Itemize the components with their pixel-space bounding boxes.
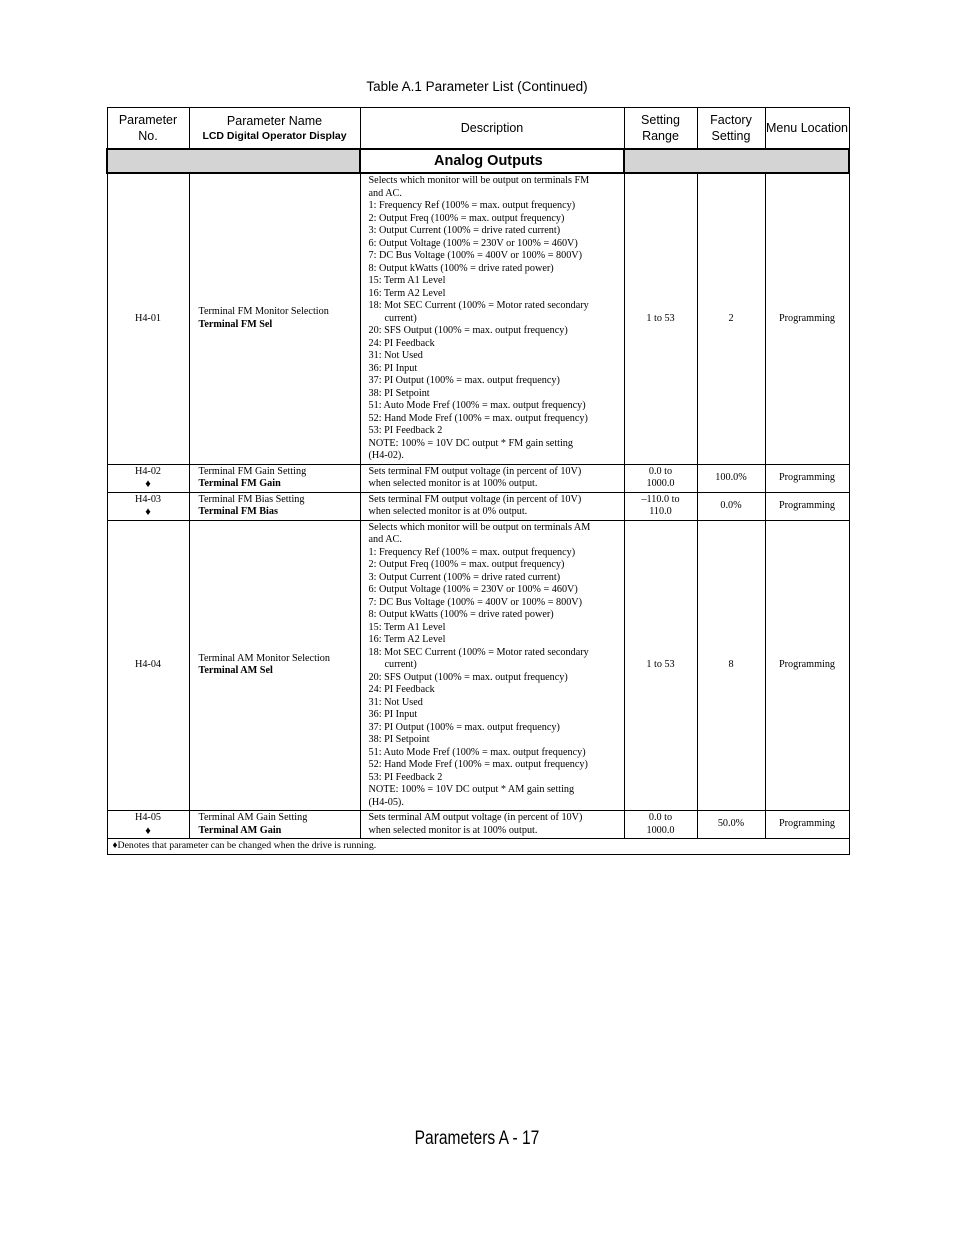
factory-setting: 8 bbox=[728, 659, 734, 670]
running-change-mark: ♦ bbox=[145, 478, 151, 491]
param-description-cell bbox=[360, 464, 624, 492]
running-change-mark: ♦ bbox=[145, 506, 151, 519]
param-name: Terminal AM Gain Setting bbox=[198, 812, 308, 823]
description-line: 36: PI Input bbox=[368, 362, 418, 374]
section-title: Analog Outputs bbox=[360, 149, 624, 173]
menu-location: Programming bbox=[778, 499, 836, 511]
description-line: 31: Not Used bbox=[368, 350, 423, 361]
description-line: when selected monitor is at 100% output. bbox=[368, 824, 538, 836]
param-name-cell bbox=[189, 492, 360, 520]
description-line: 15: Term A1 Level bbox=[368, 621, 446, 633]
header-factory-setting bbox=[697, 108, 765, 150]
running-change-mark: ♦ bbox=[145, 824, 151, 837]
setting-range-cell bbox=[624, 520, 697, 811]
factory-setting-cell bbox=[697, 173, 765, 464]
param-no-cell bbox=[107, 492, 189, 520]
description-line: 37: PI Output (100% = max. output frequency) bbox=[368, 375, 560, 386]
description-line: 6: Output Voltage (100% = 230V or 100% = 460V) bbox=[368, 237, 578, 249]
setting-range-cell bbox=[624, 464, 697, 492]
menu-location-cell bbox=[765, 173, 849, 464]
menu-location: Programming bbox=[778, 818, 836, 830]
parameter-table bbox=[106, 107, 850, 855]
factory-setting-cell bbox=[697, 520, 765, 811]
setting-range-cell bbox=[624, 811, 697, 839]
header-factory-setting-label: Factory Setting bbox=[710, 113, 752, 143]
param-no-cell bbox=[107, 520, 189, 811]
setting-range: 0.0 to 1000.0 bbox=[646, 812, 675, 836]
description-line: and AC. bbox=[368, 534, 402, 545]
description-line: 3: Output Current (100% = drive rated current) bbox=[368, 571, 561, 583]
section-row bbox=[107, 149, 849, 173]
param-display-name: Terminal AM Sel bbox=[198, 665, 273, 677]
description-line: Sets terminal FM output voltage (in percent of 10V) bbox=[368, 493, 582, 505]
description-line: 18: Mot SEC Current (100% = Motor rated secondary bbox=[368, 646, 589, 658]
param-no: H4-04 bbox=[134, 659, 162, 670]
description-line: 31: Not Used bbox=[368, 696, 423, 708]
param-no: H4-02 bbox=[134, 465, 162, 477]
param-name: Terminal FM Monitor Selection bbox=[198, 306, 329, 318]
description-line: current) bbox=[384, 312, 417, 324]
menu-location-cell bbox=[765, 520, 849, 811]
header-setting-range bbox=[624, 108, 697, 150]
table-row bbox=[107, 811, 849, 839]
param-display-name: Terminal FM Sel bbox=[198, 318, 273, 330]
table-row bbox=[107, 520, 849, 811]
description-line: Sets terminal AM output voltage (in percent of 10V) bbox=[368, 812, 583, 823]
page-number: Parameters A - 17 bbox=[414, 1128, 540, 1149]
header-param-no-label: Parameter No. bbox=[118, 113, 178, 143]
description-line: 7: DC Bus Voltage (100% = 400V or 100% = 800V) bbox=[368, 250, 583, 261]
param-no: H4-03 bbox=[134, 493, 162, 505]
menu-location-cell bbox=[765, 811, 849, 839]
table-caption: Table A.1 Parameter List (Continued) bbox=[366, 79, 588, 94]
header-menu-location-label: Menu Location bbox=[765, 121, 848, 135]
header-param-name-label: Parameter Name bbox=[226, 114, 323, 128]
param-no-cell bbox=[107, 173, 189, 464]
param-name-cell bbox=[189, 173, 360, 464]
header-param-name bbox=[189, 108, 360, 150]
menu-location-cell bbox=[765, 464, 849, 492]
setting-range: –110.0 to 110.0 bbox=[641, 493, 680, 517]
description-line: 20: SFS Output (100% = max. output frequency) bbox=[368, 671, 568, 683]
description-line: 38: PI Setpoint bbox=[368, 387, 430, 399]
param-display-name: Terminal FM Gain bbox=[198, 478, 281, 489]
description-line: 18: Mot SEC Current (100% = Motor rated secondary bbox=[368, 300, 589, 311]
description-line: 37: PI Output (100% = max. output frequency) bbox=[368, 721, 560, 733]
param-description-cell bbox=[360, 811, 624, 839]
footnote: ♦Denotes that parameter can be changed when the drive is running. bbox=[107, 839, 849, 855]
param-description-cell bbox=[360, 520, 624, 811]
description-line: 8: Output kWatts (100% = drive rated power) bbox=[368, 262, 554, 274]
param-name-cell bbox=[189, 520, 360, 811]
description-line: 7: DC Bus Voltage (100% = 400V or 100% = 800V) bbox=[368, 596, 583, 608]
header-param-no bbox=[107, 108, 189, 150]
description-line: 51: Auto Mode Fref (100% = max. output frequency) bbox=[368, 400, 586, 411]
footnote-row bbox=[107, 839, 849, 855]
param-no: H4-05 bbox=[134, 812, 162, 824]
setting-range: 0.0 to 1000.0 bbox=[646, 465, 675, 489]
factory-setting: 2 bbox=[728, 312, 734, 324]
menu-location: Programming bbox=[778, 312, 836, 324]
param-no-cell bbox=[107, 464, 189, 492]
param-name-cell bbox=[189, 811, 360, 839]
description-line: 1: Frequency Ref (100% = max. output frequency) bbox=[368, 546, 576, 558]
description-line: and AC. bbox=[368, 187, 402, 199]
section-shade-left bbox=[107, 149, 360, 173]
description-line: (H4-02). bbox=[368, 450, 404, 461]
description-line: (H4-05). bbox=[368, 796, 404, 808]
description-line: when selected monitor is at 0% output. bbox=[368, 506, 528, 517]
description-line: 1: Frequency Ref (100% = max. output frequency) bbox=[368, 200, 576, 211]
factory-setting: 50.0% bbox=[717, 818, 745, 830]
description-line: NOTE: 100% = 10V DC output * AM gain setting bbox=[368, 784, 575, 795]
description-line: Sets terminal FM output voltage (in percent of 10V) bbox=[368, 465, 582, 477]
table-row bbox=[107, 492, 849, 520]
table-body bbox=[107, 149, 849, 839]
description-line: NOTE: 100% = 10V DC output * FM gain setting bbox=[368, 437, 573, 449]
header-param-name-sub: LCD Digital Operator Display bbox=[202, 130, 347, 142]
description-line: 38: PI Setpoint bbox=[368, 734, 430, 745]
table-row bbox=[107, 173, 849, 464]
setting-range: 1 to 53 bbox=[646, 659, 675, 670]
description-line: current) bbox=[384, 659, 417, 670]
param-name: Terminal FM Bias Setting bbox=[198, 493, 305, 505]
param-name-cell bbox=[189, 464, 360, 492]
description-line: 6: Output Voltage (100% = 230V or 100% = 460V) bbox=[368, 584, 578, 595]
description-line: 16: Term A2 Level bbox=[368, 287, 446, 299]
description-line: 53: PI Feedback 2 bbox=[368, 425, 443, 436]
factory-setting: 0.0% bbox=[720, 499, 742, 511]
factory-setting-cell bbox=[697, 464, 765, 492]
description-line: 3: Output Current (100% = drive rated current) bbox=[368, 225, 561, 236]
description-line: when selected monitor is at 100% output. bbox=[368, 478, 538, 489]
description-line: 51: Auto Mode Fref (100% = max. output frequency) bbox=[368, 746, 586, 758]
table-row bbox=[107, 464, 849, 492]
description-line: 24: PI Feedback bbox=[368, 337, 435, 349]
description-line: 53: PI Feedback 2 bbox=[368, 771, 443, 783]
description-line: 36: PI Input bbox=[368, 709, 418, 720]
table-header-row bbox=[107, 108, 849, 150]
param-name: Terminal AM Monitor Selection bbox=[198, 652, 330, 664]
param-display-name: Terminal AM Gain bbox=[198, 824, 282, 836]
menu-location: Programming bbox=[778, 471, 836, 483]
menu-location-cell bbox=[765, 492, 849, 520]
setting-range-cell bbox=[624, 173, 697, 464]
param-description-cell bbox=[360, 173, 624, 464]
factory-setting-cell bbox=[697, 492, 765, 520]
header-menu-location bbox=[765, 108, 849, 150]
description-line: 8: Output kWatts (100% = drive rated power) bbox=[368, 609, 554, 620]
description-line: 15: Term A1 Level bbox=[368, 275, 446, 286]
description-line: 2: Output Freq (100% = max. output frequency) bbox=[368, 212, 565, 224]
description-line: Selects which monitor will be output on terminals FM bbox=[368, 175, 590, 186]
section-shade-right bbox=[624, 149, 849, 173]
description-line: 2: Output Freq (100% = max. output frequency) bbox=[368, 559, 565, 570]
description-line: 52: Hand Mode Fref (100% = max. output frequency) bbox=[368, 759, 588, 770]
param-no-cell bbox=[107, 811, 189, 839]
header-setting-range-label: Setting Range bbox=[641, 113, 680, 143]
header-description-label: Description bbox=[460, 121, 524, 135]
description-line: Selects which monitor will be output on terminals AM bbox=[368, 521, 591, 533]
description-line: 52: Hand Mode Fref (100% = max. output frequency) bbox=[368, 412, 588, 424]
header-description bbox=[360, 108, 624, 150]
param-no: H4-01 bbox=[134, 312, 162, 324]
param-name: Terminal FM Gain Setting bbox=[198, 465, 307, 477]
factory-setting: 100.0% bbox=[715, 471, 747, 483]
factory-setting-cell bbox=[697, 811, 765, 839]
description-line: 20: SFS Output (100% = max. output frequency) bbox=[368, 325, 568, 336]
setting-range-cell bbox=[624, 492, 697, 520]
setting-range: 1 to 53 bbox=[646, 312, 675, 324]
description-line: 16: Term A2 Level bbox=[368, 634, 446, 645]
param-display-name: Terminal FM Bias bbox=[198, 506, 278, 517]
menu-location: Programming bbox=[778, 659, 836, 670]
description-line: 24: PI Feedback bbox=[368, 684, 435, 695]
param-description-cell bbox=[360, 492, 624, 520]
